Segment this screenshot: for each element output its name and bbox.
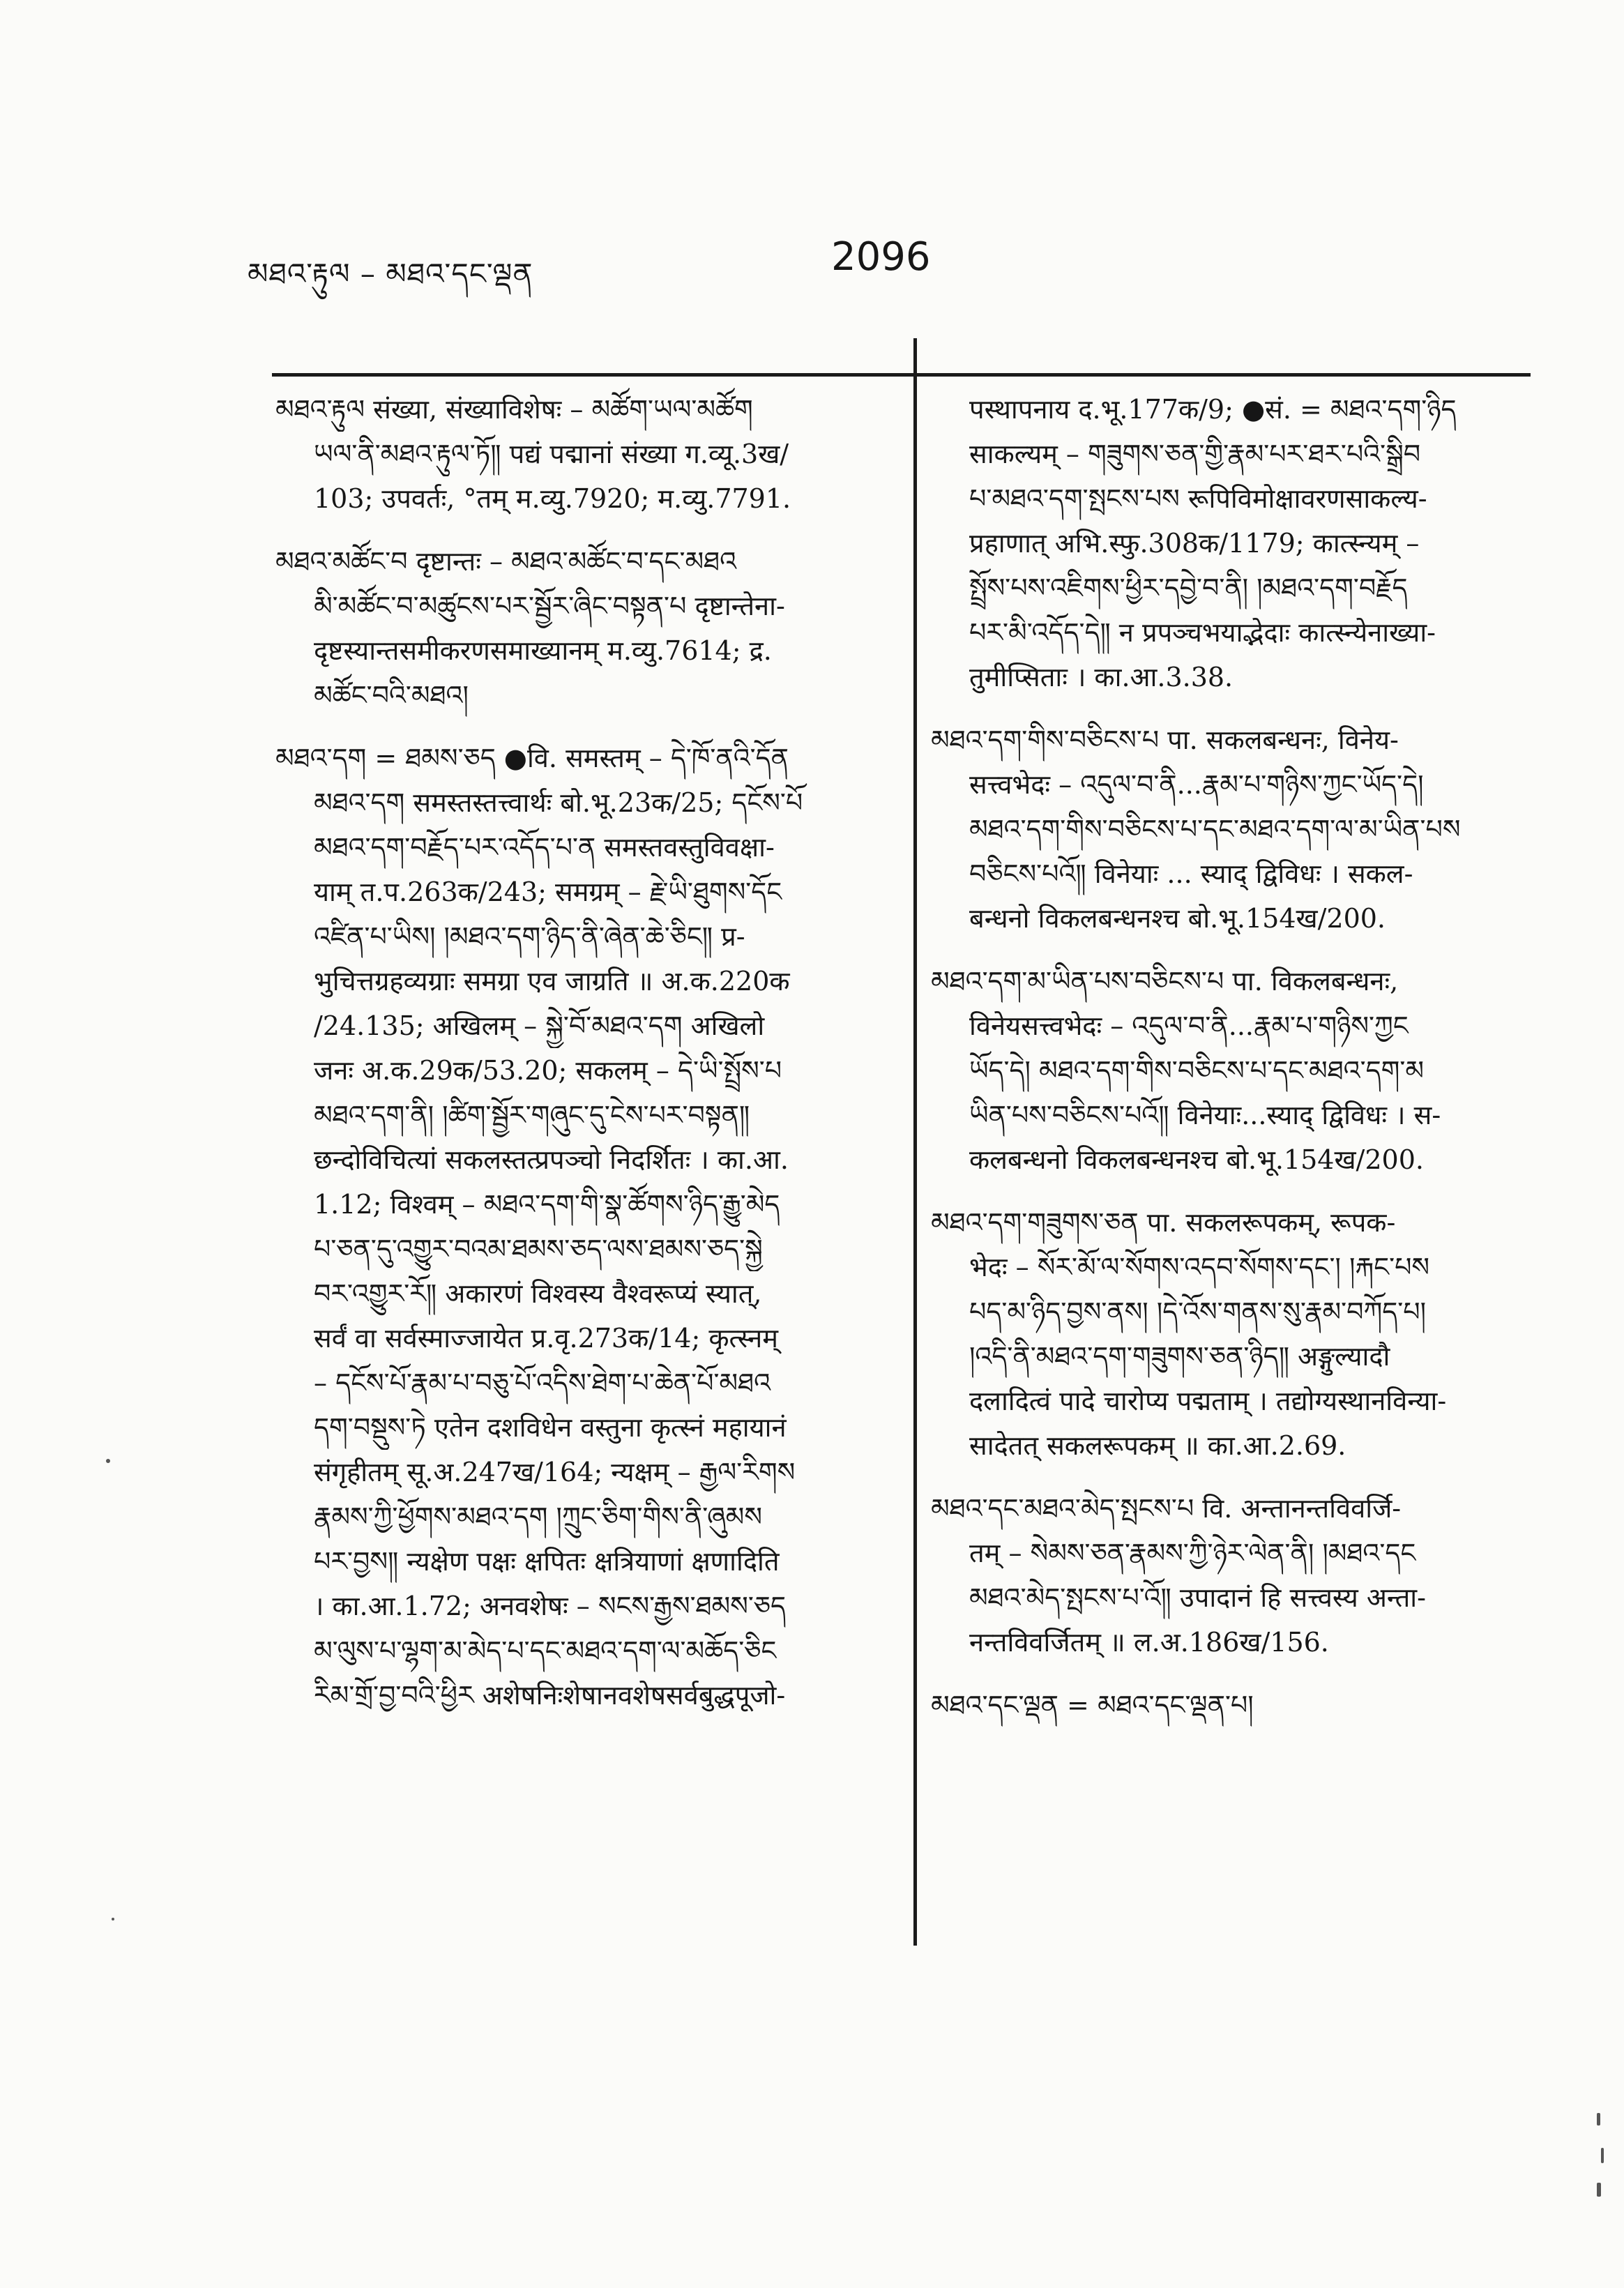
entry-line: བར་འགྱུར་རོ༎ अकारणं विश्वस्य वैश्वरूप्यं स्यात्,	[314, 1278, 762, 1309]
entry-line: 1.12; विश्वम् – མཐའ་དག་གི་སྣ་ཚོགས་ཉིད་རྒྱུ་མེད	[314, 1189, 780, 1220]
entry-line: འཛིན་པ་ཡིས། །མཐའ་དག་ཉིད་ནི་ཞེན་ཆེ་ཅིང༎ प्र-	[314, 921, 745, 952]
entry-line: དག་བསྡུས་ཏེ एतेन दशविधेन वस्तुना कृत्स्नं महायानं	[314, 1412, 787, 1443]
entry-line: མཐའ་དག་ནི། །ཚིག་སྦྱོར་གཞུང་དུ་ངེས་པར་བསྟན༎	[314, 1100, 750, 1130]
entry-line: याम् त.प.263क/243; समग्रम् – རྗེ་ཡི་ཐུགས་དོང	[314, 877, 782, 907]
entry-line: མཚོང་བའི་མཐའ།	[314, 680, 469, 711]
entry-line: /24.135; अखिलम् – སྐྱེ་བོ་མཐའ་དག अखिलो	[314, 1010, 765, 1041]
entry-line: མཐའ་དག = ཐམས་ཅད ●वि. समस्तम् – དེ་ཁོ་ནའི་དོན	[275, 743, 789, 773]
entry-line: 103; उपवर्तः, °तम् म.व्यु.7920; म.व्यु.7791.	[314, 483, 791, 514]
entry-line: མཐའ་མེད་སྤངས་པ་འོ༎ उपादानं हि सत्त्वस्य अन्ता-	[969, 1582, 1426, 1613]
scan-speck	[1597, 2113, 1600, 2126]
entry-line: सत्त्वभेदः – འདུལ་བ་ནི...རྣམ་པ་གཉིས་ཀྱང་ཡོད་དེ།	[969, 769, 1424, 800]
entry-line: པར་བྱས༎ न्यक्षेण पक्षः क्षपितः क्षत्रियाणां क्षणादिति	[314, 1546, 780, 1577]
entry-line: कलबन्धनो विकलबन्धनश्च बो.भू.154ख/200.	[969, 1144, 1424, 1175]
entry-mthah-dang-ldan	[931, 1683, 1531, 1727]
entry-line: །འདི་ནི་མཐའ་དག་གཟུགས་ཅན་ཉིད༎ अङ्गुल्यादौ	[969, 1341, 1390, 1372]
entry-line: མཐའ་དག समस्तस्तत्त्वार्थः बो.भू.23क/25; དངོས་པོ	[314, 787, 803, 818]
entry-line: दलादित्वं पादे चारोप्य पद्मताम् । तद्योग्यस्थानविन्या-	[969, 1386, 1447, 1416]
entry-line: མཐའ་དག་མ་ཡིན་པས་བཅིངས་པ पा. विकलबन्धनः,	[931, 966, 1399, 997]
entry-line: । का.आ.1.72; अनवशेषः – སངས་རྒྱས་ཐམས་ཅད	[314, 1591, 786, 1621]
entry-line: མཐའ་དང་ལྡན = མཐའ་དང་ལྡན་པ།	[931, 1690, 1254, 1720]
entry-line: दृष्टस्यान्तसमीकरणसमाख्यानम् म.व्यु.7614; द्र.	[314, 635, 772, 666]
entry-line: भुचित्तग्रहव्यग्राः समग्रा एव जाग्रति ॥ अ.क.220क	[314, 966, 790, 997]
entry-antananta-vivarjita	[931, 1486, 1531, 1665]
entry-line: प्रहाणात् अभि.स्फु.308क/1179; कात्स्न्यम् –	[969, 528, 1420, 559]
entry-line: མི་མཚོང་བ་མཚུངས་པར་སྦྱོར་ཞིང་བསྟན་པ दृष्टान्तेना-	[314, 591, 785, 621]
entry-line: तम् – སེམས་ཅན་རྣམས་ཀྱི་ཉེར་ལེན་ནི། །མཐའ་དང	[969, 1538, 1416, 1568]
entry-line: बन्धनो विकलबन्धनश्च बो.भू.154ख/200.	[969, 903, 1386, 934]
entry-line: སྤྲོས་པས་འཇིགས་ཕྱིར་དབྱེ་བ་ནི། །མཐའ་དག་བརྗོད	[969, 573, 1408, 603]
entry-line: པད་མ་ཉིད་བྱས་ནས། །དེ་འོས་གནས་སུ་རྣམ་བཀོད་པ།	[969, 1296, 1427, 1327]
entry-line: བཅིངས་པའོ༎ विनेयाः ... स्याद् द्विविधः । सकल-	[969, 858, 1413, 889]
entry-line: ཡལ་ནི་མཐའ་རྟུལ་ཏོ༎ पद्यं पद्मानां संख्या ग.व्यू.3ख/	[314, 439, 789, 469]
entry-line: संगृहीतम् सू.अ.247ख/164; न्यक्षम् – རྒྱལ་རིགས	[314, 1457, 796, 1487]
entry-line: साकल्यम् – གཟུགས་ཅན་གྱི་རྣམ་པར་ཐར་པའི་སྒྲིབ	[969, 439, 1421, 469]
entry-line: པར་མི་འདོད་དེ༎ न प्रपञ्चभयाद्भेदाः कात्स्न्येनाख्या-	[969, 617, 1436, 648]
header-rule	[272, 373, 1531, 377]
scan-speck	[1601, 2148, 1604, 2163]
entry-line: མཐའ་མཚོང་བ दृष्टान्तः – མཐའ་མཚོང་བ་དང་མཐའ	[275, 546, 737, 577]
entry-mthah-rtul	[275, 387, 896, 521]
entry-sakala-rupaka	[931, 1200, 1531, 1468]
entry-line: མཐའ་དང་མཐའ་མེད་སྤངས་པ वि. अन्तानन्तविवर्जि-	[931, 1493, 1402, 1524]
right-column	[931, 387, 1531, 1946]
entry-line: ཡོད་དེ། མཐའ་དག་གིས་བཅིངས་པ་དང་མཐའ་དག་མ	[969, 1055, 1425, 1086]
scan-speck	[1597, 2183, 1601, 2197]
entry-line: མཐའ་དག་གིས་བཅིངས་པ་དང་མཐའ་དག་ལ་མ་ཡིན་པས	[969, 814, 1461, 844]
left-column	[275, 387, 896, 1946]
scan-speck	[106, 1459, 110, 1463]
entry-mthah-dag-continued	[931, 387, 1531, 699]
entry-mthah-dag	[275, 736, 896, 1718]
entry-line: མཐའ་རྟུལ संख्या, संख्याविशेषः – མཚོག་ཡལ་མཚོག	[275, 394, 753, 425]
entry-line: རྣམས་ཀྱི་ཕྱོགས་མཐའ་དག །ཀྲུང་ཅིག་གིས་ནི་ཞུམས	[314, 1501, 762, 1532]
entry-line: नन्तविवर्जितम् ॥ ल.अ.186ख/156.	[969, 1627, 1329, 1658]
entry-sakala-bandhana	[931, 718, 1531, 941]
entry-line: པ་ཅན་དུ་འགྱུར་བའམ་ཐམས་ཅད་ལས་ཐམས་ཅད་སྐྱེ	[314, 1234, 763, 1264]
column-divider	[913, 338, 917, 1946]
entry-line: सर्वं वा सर्वस्माज्जायेत प्र.वृ.273क/14; कृत्स्नम्	[314, 1323, 778, 1354]
entry-line: छन्दोविचित्यां सकलस्तत्प्रपञ्चो निदर्शितः । का.आ.	[314, 1144, 789, 1175]
running-head: མཐའ་རྟུལ – མཐའ་དང་ལྡན	[248, 257, 533, 291]
entry-line: सादेतत् सकलरूपकम् ॥ का.आ.2.69.	[969, 1430, 1346, 1461]
entry-line: མཐའ་དག་གིས་བཅིངས་པ पा. सकलबन्धनः, विनेय-	[931, 725, 1399, 755]
entry-line: भेदः – སོར་མོ་ལ་སོགས་འདབ་སོགས་དང་། །རྐང་པས	[969, 1252, 1430, 1282]
entry-line: – དངོས་པོ་རྣམ་པ་བཅུ་པོ་འདིས་ཐེག་པ་ཆེན་པོ་མཐའ	[314, 1368, 771, 1398]
entry-line: तुमीप्सिताः । का.आ.3.38.	[969, 662, 1234, 692]
entry-line: རིམ་གྲོ་བྱ་བའི་ཕྱིར अशेषनिःशेषानवशेषसर्वबुद्धपूजो-	[314, 1680, 786, 1711]
entry-line: पस्थापनाय द.भू.177क/9; ●सं. = མཐའ་དག་ཉིད	[969, 394, 1457, 425]
entry-vikala-bandhana	[931, 959, 1531, 1182]
entry-mthah-mthong-ba	[275, 539, 896, 718]
entry-line: མ་ལུས་པ་ལྷག་མ་མེད་པ་དང་མཐའ་དག་ལ་མཆོད་ཅིང	[314, 1635, 777, 1666]
entry-line: པ་མཐའ་དག་སྤངས་པས रूपिविमोक्षावरणसाकल्य-	[969, 483, 1427, 514]
entry-line: མཐའ་དག་གཟུགས་ཅན पा. सकलरूपकम्, रूपक-	[931, 1207, 1396, 1238]
entry-line: མཐའ་དག་བརྗོད་པར་འདོད་པ་ན समस्तवस्तुविवक्षा-	[314, 832, 775, 863]
page-number: 2096	[831, 234, 931, 280]
entry-line: ཡིན་པས་བཅིངས་པའོ༎ विनेयाः...स्याद् द्विविधः । स-	[969, 1100, 1441, 1130]
entry-line: जनः अ.क.29क/53.20; सकलम् – དེ་ཡི་སྤྲོས་པ	[314, 1055, 782, 1086]
entry-line: विनेयसत्त्वभेदः – འདུལ་བ་ནི...རྣམ་པ་གཉིས་ཀྱང	[969, 1010, 1409, 1041]
scan-speck	[112, 1918, 114, 1920]
